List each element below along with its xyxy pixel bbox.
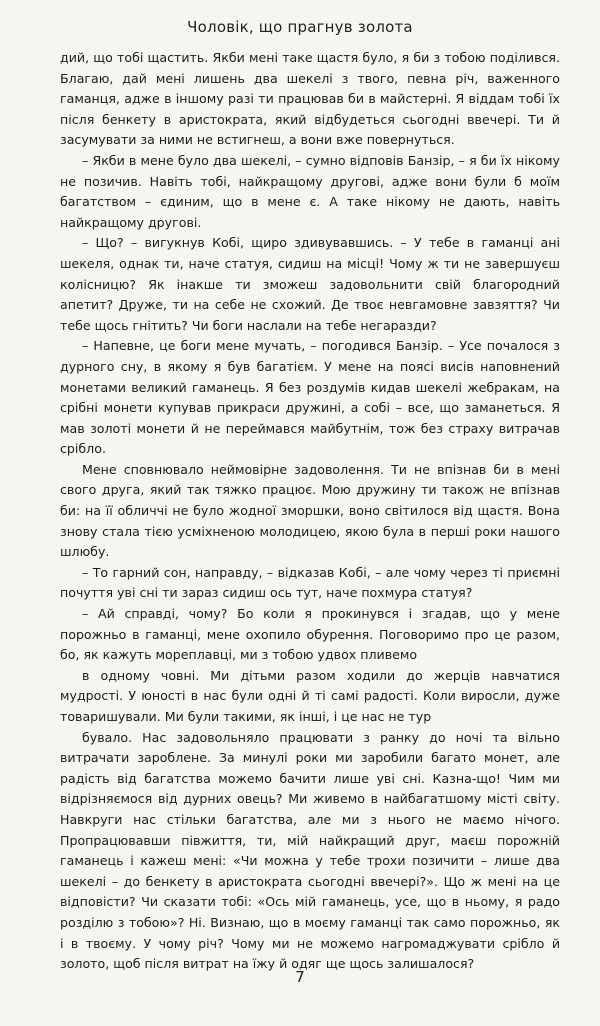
paragraph: – Напевне, це боги мене мучать, – погодився Банзір. – Усе почалося з дурного сну, в якому я був багатієм. У мене на поясі висів наповнений монетами великий гаманець. Я без роздумів кидав шекелі жебракам, на срібні монети купував прикраси дружині, а собі – все, що заманеться. Я мав золоті монети й не переймався майбутнім, тож без страху витрачав срібло. — [60, 338, 560, 457]
paragraph: – Ай справді, чому? Бо коли я прокинувся і згадав, що у мене порожньо в гаманці, мене охопило обурення. Поговоримо про це разом, бо, як кажуть мореплавці, ми з тобою удвох пливемо — [60, 606, 560, 663]
paragraph: – То гарний сон, направду, – відказав Кобі, – але чому через ті приємні почуття уві сні ти зараз сидиш ось тут, наче похмура статуя? — [60, 564, 560, 601]
paragraph: дий, що тобі щастить. Якби мені таке щастя було, я би з тобою поділився. Благаю, дай мені лишень два шекелі з твого, певна річ, важенного гаманця, адже в іншому разі ти працював би в майстерні. Я віддам тобі їх після бенкету в аристократа, який відбудеться сьогодні ввечері. Ти й засумувати за ними не встигнеш, а вони вже повернуться. — [60, 50, 560, 148]
paragraph: – Що? – вигукнув Кобі, щиро здивувавшись. – У тебе в гаманці ані шекеля, однак ти, наче статуя, сидиш на місці! Чому ж ти не завершуєш колісницю? Як інакше ти зможеш задовольнити свій благородний апетит? Друже, ти на себе не схожий. Де твоє невгамовне завзяття? Чи тебе щось гнітить? Чи боги наслали на тебе негаразди? — [60, 235, 560, 333]
paragraph: – Якби в мене було два шекелі, – сумно відповів Банзір, – я би їх нікому не позичив. Навіть тобі, найкращому другові, адже вони були б моїм багатством – єдиним, що в мене є. А таке нікому не дають, навіть найкращому другові. — [60, 152, 560, 230]
paragraph: Мене сповнювало неймовірне задоволення. Ти не впізнав би в мені свого друга, який так тяжко працює. Мою дружину ти також не впізнав би: на її обличчі не було жодної зморшки, воно світилося від щастя. Вона знову стала тією усміхненою молодицею, якою була в перші роки нашого шлюбу. — [60, 461, 560, 560]
page-number: 7 — [295, 968, 305, 986]
paragraph: в одному човні. Ми дітьми разом ходили до жерців навчатися мудрості. У юності в нас були одні й ті самі радості. Коли виросли, дуже товаришували. Ми були такими, як інші, і це нас не тур — [60, 667, 560, 724]
running-head: Чоловік, що прагнув золота — [187, 18, 413, 36]
body-text — [60, 48, 560, 975]
paragraph: бувало. Нас задовольняло працювати з ранку до ночі та вільно витрачати зароблене. За минулі роки ми заробили багато монет, але радість від багатства можемо бачити лише уві сні. Казна-що! Чим ми відрізняємося від дурних овець? Ми живемо в найбагатшому місті світу. Навкруги нас стільки багатства, але ми з нього не маємо нічого. Пропрацювавши півжиття, ти, мій найкращий друг, маєш порожній гаманець і кажеш мені: «Чи можна у тебе трохи позичити – лише два шекелі – до бенкету в аристократа сьогодні ввечері?». Що ж мені на це відповісти? Чи сказати тобі: «Ось мій гаманець, усе, що в ньому, я радо розділю з тобою»? Ні. Визнаю, що в моєму гаманці так само порожньо, як і в твоєму. У чому річ? Чому ми не можемо нагромаджувати срібло й золото, щоб після витрат на їжу й одяг ще щось залишалося? — [60, 729, 560, 972]
